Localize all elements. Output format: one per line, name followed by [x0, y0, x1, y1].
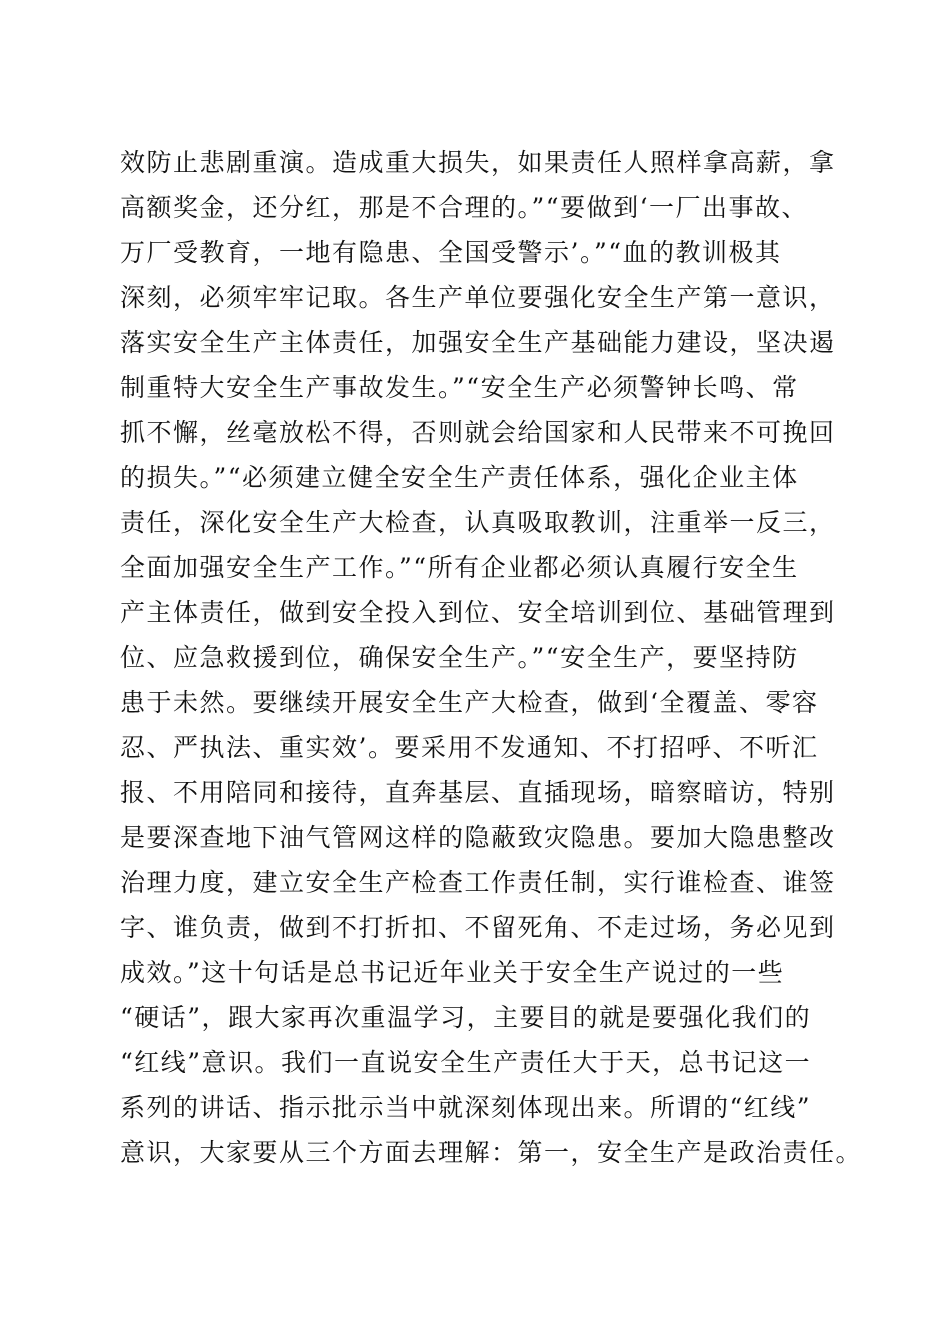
body-text: [120, 140, 863, 1175]
text-line: 位、应急救援到位，确保安全生产。”“安全生产，要坚持防: [120, 643, 799, 672]
text-line: 的损失。”“必须建立健全安全生产责任体系，强化企业主体: [120, 463, 799, 492]
text-line: 报、不用陪同和接待，直奔基层、直插现场，暗察暗访，特别: [120, 778, 836, 807]
text-line: 制重特大安全生产事故发生。”“安全生产必须警钟长鸣、常: [120, 373, 799, 402]
text-line: 是要深查地下油气管网这样的隐蔽致灾隐患。要加大隐患整改: [120, 823, 836, 852]
text-line: 效防止悲剧重演。造成重大损失，如果责任人照样拿高薪，拿: [120, 148, 836, 177]
text-line: 深刻，必须牢牢记取。各生产单位要强化安全生产第一意识，: [120, 283, 836, 312]
text-line: 忍、严执法、重实效’。要采用不发通知、不打招呼、不听汇: [120, 733, 819, 762]
text-line: 成效。”这十句话是总书记近年业关于安全生产说过的一些: [120, 958, 785, 987]
text-line: “硬话”，跟大家再次重温学习，主要目的就是要强化我们的: [120, 1003, 812, 1032]
text-line: 系列的讲话、指示批示当中就深刻体现出来。所谓的“红线”: [120, 1093, 812, 1122]
text-line: 产主体责任，做到安全投入到位、安全培训到位、基础管理到: [120, 598, 836, 627]
text-line: 万厂受教育，一地有隐患、全国受警示’。”“血的教训极其: [120, 238, 782, 267]
text-line: 意识，大家要从三个方面去理解：第一，安全生产是政治责任。: [120, 1138, 863, 1167]
text-line: 治理力度，建立安全生产检查工作责任制，实行谁检查、谁签: [120, 868, 836, 897]
text-line: 落实安全生产主体责任，加强安全生产基础能力建设，坚决遏: [120, 328, 836, 357]
text-line: “红线”意识。我们一直说安全生产责任大于天，总书记这一: [120, 1048, 812, 1077]
text-line: 抓不懈，丝毫放松不得，否则就会给国家和人民带来不可挽回: [120, 418, 836, 447]
text-line: 患于未然。要继续开展安全生产大检查，做到‘全覆盖、零容: [120, 688, 819, 717]
text-line: 高额奖金，还分红，那是不合理的。”“要做到‘一厂出事故、: [120, 193, 809, 222]
text-line: 全面加强安全生产工作。”“所有企业都必须认真履行安全生: [120, 553, 799, 582]
text-line: 字、谁负责，做到不打折扣、不留死角、不走过场，务必见到: [120, 913, 836, 942]
text-line: 责任，深化安全生产大检查，认真吸取教训，注重举一反三，: [120, 508, 836, 537]
